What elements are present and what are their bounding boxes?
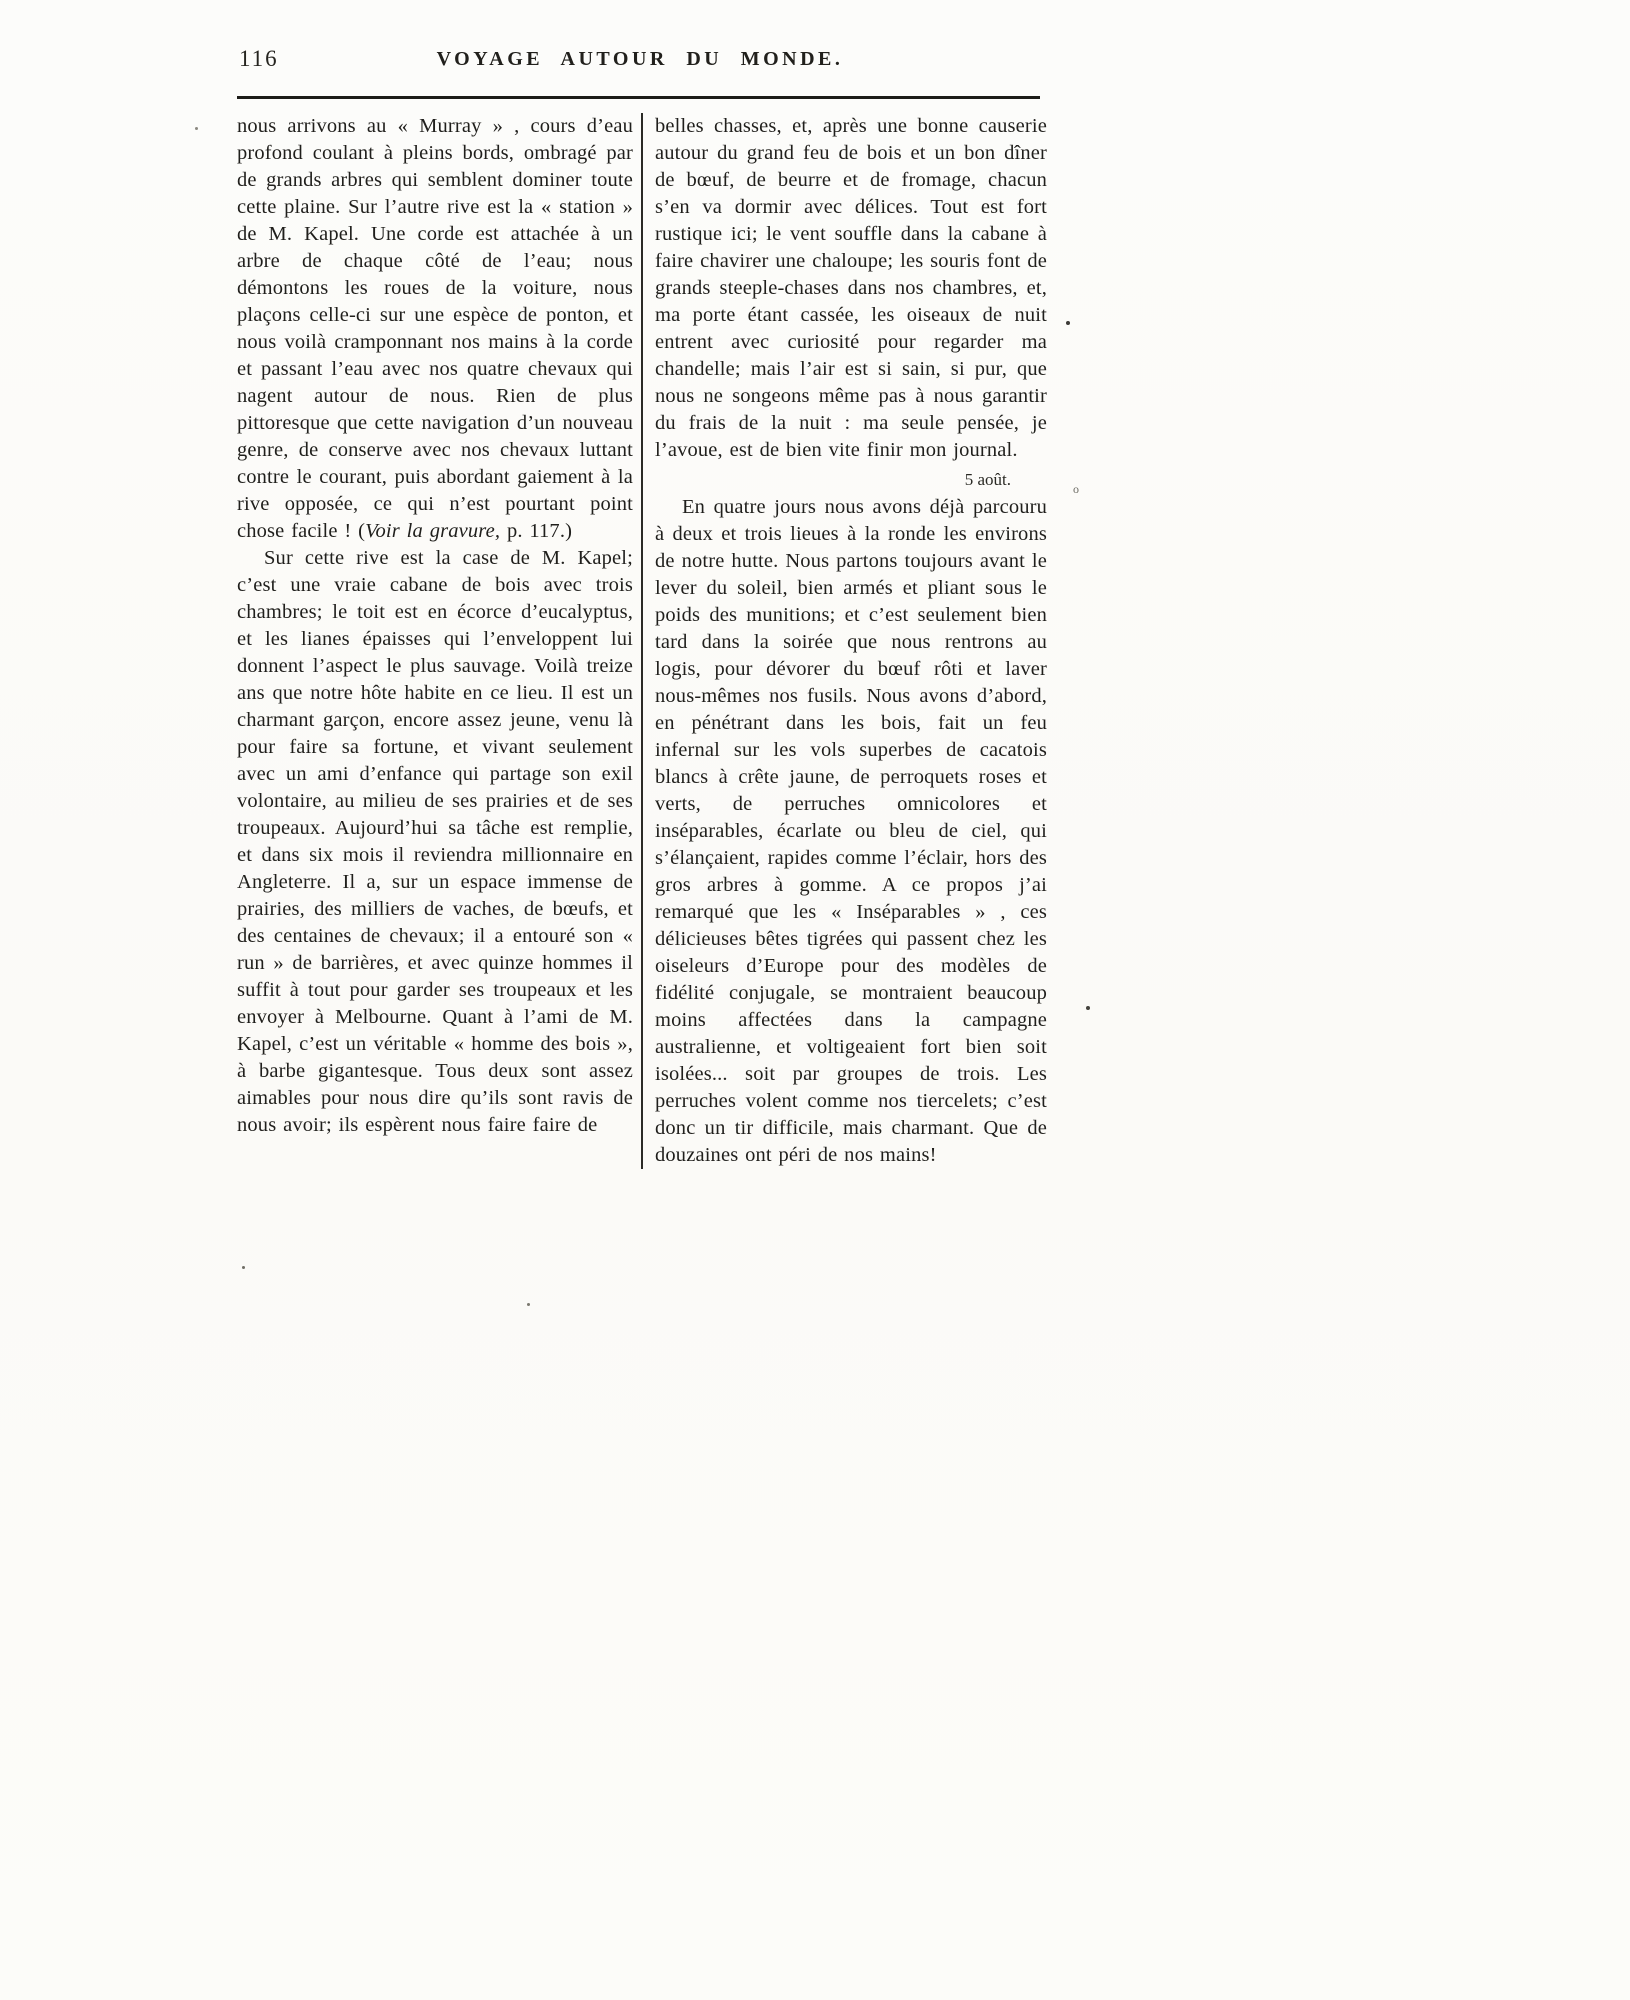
right-column [655,113,1047,1169]
scan-speck [195,127,198,130]
scan-speck [527,1303,530,1306]
scan-speck: o [1073,482,1079,496]
date-line: 5 août. [964,470,1011,489]
paragraph: nous arrivons au « Murray » , cours d’eau profond coulant à pleins bords, ombragé par de grands arbres qui semblent dominer toute cette plaine. Sur l’autre rive est la « station » de M. Kapel. Une corde est attachée à un arbre de chaque côté de l’eau; nous démontons les roues de la voiture, nous plaçons celle-ci sur une espèce de ponton, et nous voilà cramponnant nos mains à la corde et passant l’eau avec nos quatre chevaux qui nagent autour de nous. Rien de plus pittoresque que cette navigation d’un nouveau genre, de conserve avec nos chevaux luttant contre le courant, puis abordant gaiement à la rive opposée, ce qui n’est pourtant point chose facile ! (Voir la gravure, p. 117.) [237,115,633,542]
paragraph: Sur cette rive est la case de M. Kapel; c’est une vraie cabane de bois avec trois chambres; le toit est en écorce d’eucalyptus, et les lianes épaisses qui l’enveloppent lui donnent l’aspect le plus sauvage. Voilà treize ans que notre hôte habite en ce lieu. Il est un charmant garçon, encore assez jeune, venu là pour faire sa fortune, et vivant seulement avec un ami d’enfance qui partage son exil volontaire, au milieu de ses prairies et de ses troupeaux. Aujourd’hui sa tâche est remplie, et dans six mois il reviendra millionnaire en Angleterre. Il a, sur un espace immense de prairies, des milliers de vaches, de bœufs, et des centaines de chevaux; il a entouré son « run » de barrières, et avec quinze hommes il suffit à tout pour garder ses troupeaux et les envoyer à Melbourne. Quant à l’ami de M. Kapel, c’est un véritable « homme des bois », à barbe gigantesque. Tous deux sont assez aimables pour nous dire qu’ils sont ravis de nous avoir; ils espèrent nous faire faire de [237,547,633,1136]
paragraph: En quatre jours nous avons déjà parcouru à deux et trois lieues à la ronde les environs de notre hutte. Nous partons toujours avant le lever du soleil, bien armés et pliant sous le poids des munitions; et c’est seulement bien tard dans la soirée que nous rentrons au logis, pour dévorer du bœuf rôti et laver nous-mêmes nos fusils. Nous avons d’abord, en pénétrant dans les bois, fait un feu infernal sur les vols superbes de cacatois blancs à crête jaune, de perroquets roses et verts, de perruches omnicolores et inséparables, écarlate ou bleu de ciel, qui s’élançaient, rapides comme l’éclair, hors des gros arbres à gomme. A ce propos j’ai remarqué que les « Inséparables » , ces délicieuses bêtes tigrées qui passent chez les oiseleurs d’Europe pour des modèles de fidélité conjugale, se montraient beaucoup moins affectées dans la campagne australienne, et voltigeaient fort bien soit isolées... soit par groupes de trois. Les perruches volent comme nos tiercelets; c’est donc un tir difficile, mais charmant. Que de douzaines ont péri de nos mains! [655,496,1047,1166]
scan-speck [242,1266,245,1269]
scan-speck [1086,1006,1090,1010]
text-columns [237,113,1047,1169]
page-number: 116 [239,46,279,71]
left-column [237,113,633,1169]
scan-speck [1066,321,1070,325]
header-rule [237,96,1040,99]
paragraph: belles chasses, et, après une bonne causerie autour du grand feu de bois et un bon dîner de bœuf, de beurre et de fromage, chacun s’en va dormir avec délices. Tout est fort rustique ici; le vent souffle dans la cabane à faire chavirer une chaloupe; les souris font de grands steeple-chases dans nos chambres, et, ma porte étant cassée, les oiseaux de nuit entrent avec curiosité pour regarder ma chandelle; mais l’air est si sain, si pur, que nous ne songeons même pas à nous garantir du frais de la nuit : ma seule pensée, je l’avoue, est de bien vite finir mon journal. [655,115,1047,461]
column-divider [641,113,643,1169]
running-title: VOYAGE AUTOUR DU MONDE. [436,48,844,70]
